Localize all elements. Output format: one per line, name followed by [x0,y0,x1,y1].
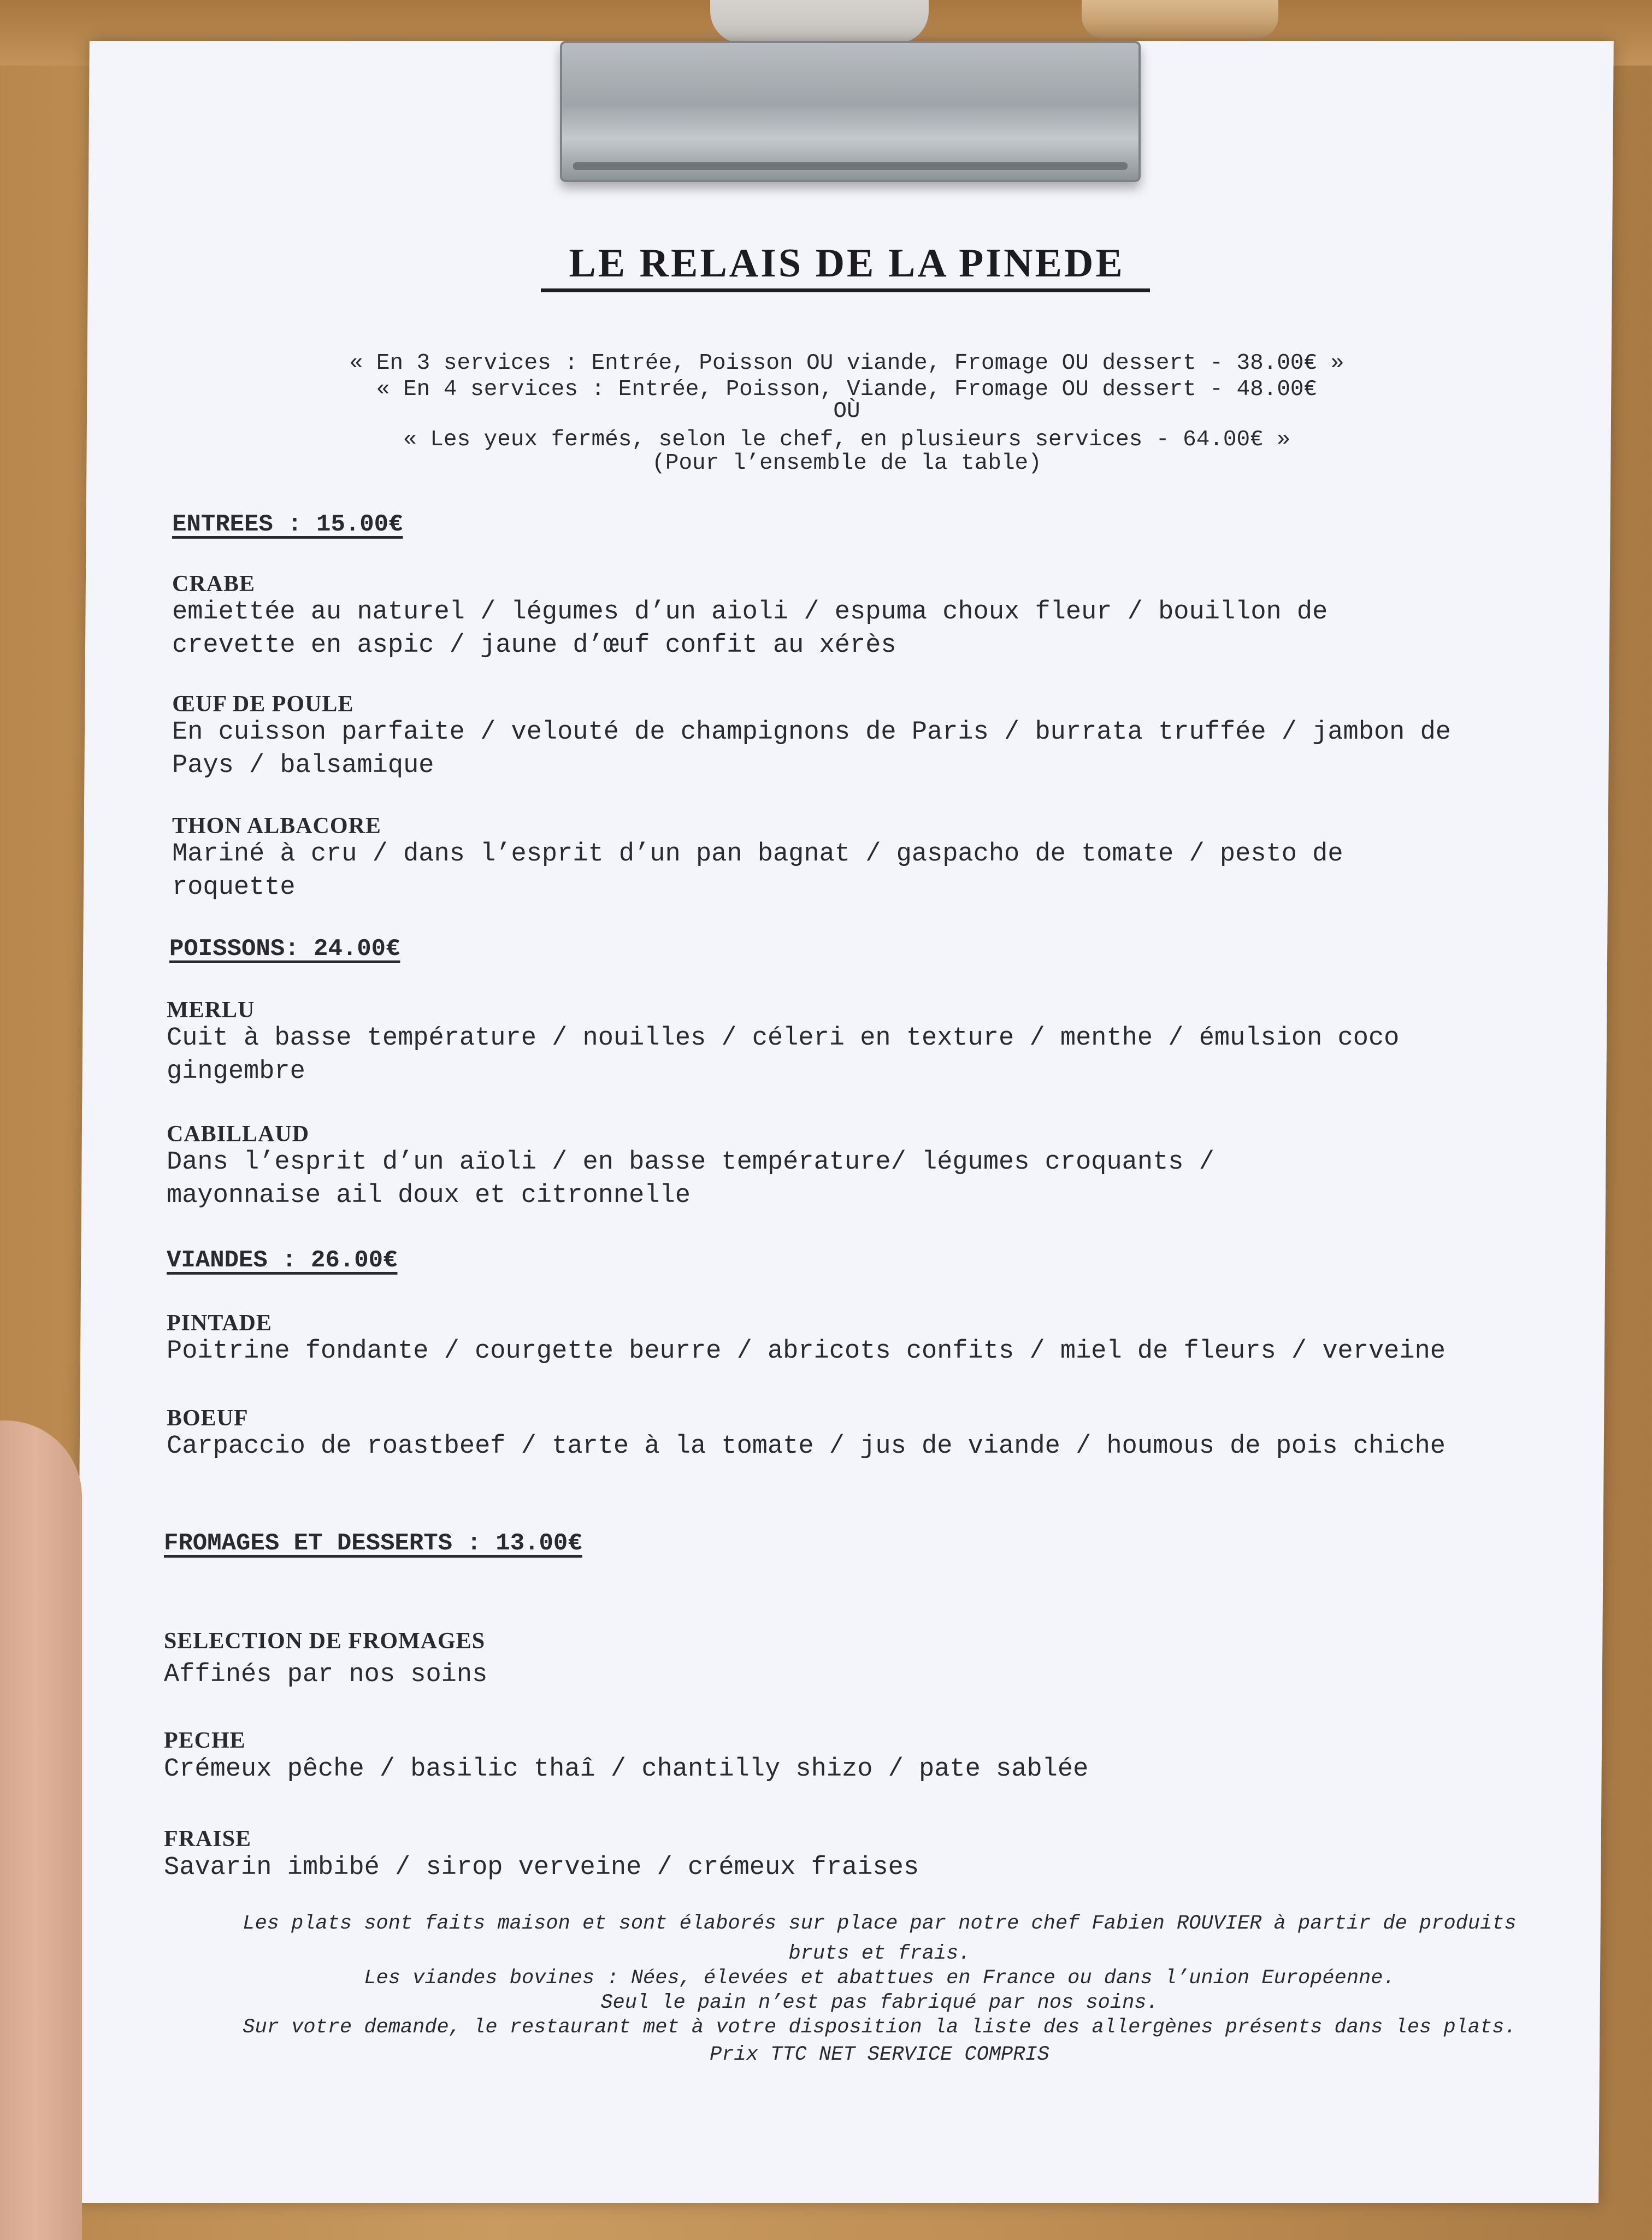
dish-name: CABILLAUD [167,1122,310,1147]
dish-description: Affinés par nos soins [164,1660,488,1689]
formula-3-services: « En 3 services : Entrée, Poisson OU viande, Fromage OU dessert - 38.00€ » [349,351,1344,376]
dish-name: PINTADE [167,1311,272,1336]
dish-description: roquette [172,873,296,902]
footer-note: Seul le pain n’est pas fabriqué par nos soins. [600,1991,1159,2014]
dish-description: mayonnaise ail doux et citronnelle [167,1181,691,1210]
title-underline [541,288,1150,292]
footer-note: Les viandes bovines : Nées, élevées et abattues en France ou dans l’union Européenne. [364,1967,1395,1990]
dish-description: Crémeux pêche / basilic thaî / chantilly shizo / pate sablée [164,1755,1089,1784]
formula-note: (Pour l’ensemble de la table) [652,451,1042,476]
fromages-desserts-heading: FROMAGES ET DESSERTS : 13.00€ [164,1530,582,1557]
footer-note: Prix TTC NET SERVICE COMPRIS [710,2043,1049,2066]
dish-description: Dans l’esprit d’un aïoli / en basse température/ légumes croquants / [167,1148,1214,1177]
dish-description: En cuisson parfaite / velouté de champignons de Paris / burrata truffée / jambon de [172,718,1451,747]
dish-name: MERLU [167,998,255,1023]
dish-description: emiettée au naturel / légumes d’un aioli / espuma choux fleur / bouillon de [172,598,1328,627]
dish-name: FRAISE [164,1826,252,1852]
dish-name: BOEUF [167,1406,249,1431]
dish-description: gingembre [167,1057,305,1086]
dish-description: Savarin imbibé / sirop verveine / crémeux fraises [164,1853,919,1882]
dish-name: PECHE [164,1728,246,1753]
footer-note: bruts et frais. [788,1942,971,1965]
entrees-heading: ENTREES : 15.00€ [172,511,403,538]
dish-name: CRABE [172,571,256,597]
formula-or: OÙ [833,399,860,424]
dish-description: Carpaccio de roastbeef / tarte à la tomate / jus de viande / houmous de pois chiche [167,1432,1446,1461]
restaurant-title: LE RELAIS DE LA PINEDE [569,241,1125,286]
dish-description: Mariné à cru / dans l’esprit d’un pan bagnat / gaspacho de tomate / pesto de [172,840,1343,869]
dish-description: Pays / balsamique [172,751,434,780]
poissons-heading: POISSONS: 24.00€ [169,935,400,963]
dish-name: THON ALBACORE [172,814,381,839]
viandes-heading: VIANDES : 26.00€ [167,1247,398,1274]
footer-note: Les plats sont faits maison et sont élaborés sur place par notre chef Fabien ROUVIER à partir de produits [243,1912,1517,1935]
dish-description: crevette en aspic / jaune d’œuf confit au xérès [172,631,896,660]
dish-name: ŒUF DE POULE [172,692,354,717]
formula-yeux-fermes: « Les yeux fermés, selon le chef, en plusieurs services - 64.00€ » [403,427,1290,452]
dish-description: Poitrine fondante / courgette beurre / abricots confits / miel de fleurs / verveine [167,1337,1446,1366]
footer-note: Sur votre demande, le restaurant met à votre disposition la liste des allergènes présents dans les plats. [243,2016,1517,2039]
dish-description: Cuit à basse température / nouilles / céleri en texture / menthe / émulsion coco [167,1024,1400,1053]
formula-4-services: « En 4 services : Entrée, Poisson, Viande, Fromage OU dessert - 48.00€ [376,377,1318,402]
dish-name: SELECTION DE FROMAGES [164,1629,486,1654]
